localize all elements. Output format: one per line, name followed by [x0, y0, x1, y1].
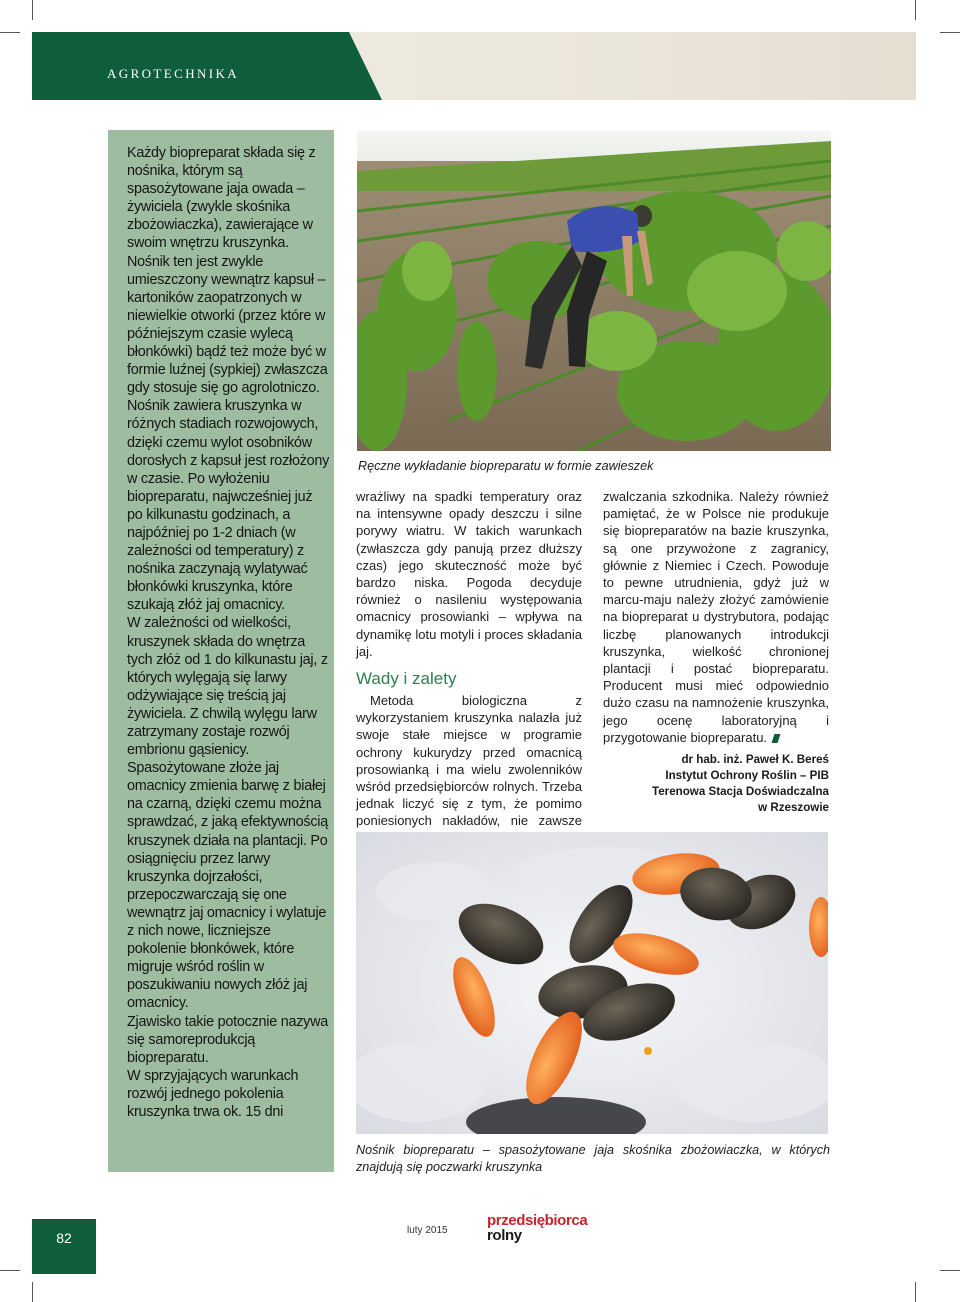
article-column-right — [603, 488, 829, 746]
author-station: Terenowa Stacja Doświadczalna — [652, 785, 829, 798]
article-column-middle — [356, 488, 582, 847]
issue-date: luty 2015 — [407, 1225, 448, 1236]
section-subheading: Wady i zalety — [356, 669, 457, 689]
page-number: 82 — [56, 1230, 72, 1246]
logo-word-bottom: rolny — [487, 1227, 522, 1244]
cornfield-photo — [357, 131, 831, 451]
photo-caption-top: Ręczne wykładanie biopreparatu w formie zawieszek — [358, 459, 654, 473]
crop-mark — [915, 0, 916, 20]
page-number-box — [32, 1219, 96, 1274]
crop-mark — [940, 32, 960, 33]
magazine-logo — [487, 1213, 587, 1243]
eggs-macro-photo — [356, 832, 828, 1134]
crop-mark — [0, 32, 20, 33]
sidebar-paragraph: Zjawisko takie potocznie nazywa się samoreprodukcją biopreparatu. — [127, 1013, 329, 1066]
sidebar-paragraph: W sprzyjających warunkach rozwój jednego pokolenia kruszynka trwa ok. 15 dni — [127, 1067, 299, 1120]
sidebar-paragraph: Każdy biopreparat składa się z nośnika, którym są spasożytowane jaja owada – żywiciela (zwykle skośnika zbożowiaczka), zawierające w swoim wnętrzu kruszynka. Nośnik ten jest zwykle umieszczony wewnątrz kapsuł – kartoników zaopatrzonych w niewielkie otworki (przez które w późniejszym czasie wylecą błonkówki) bądź też może być w formie luźnej (sypkiej) zwłaszcza gdy stosuje się go agrolotniczo. Nośnik zawiera kruszynka w różnych stadiach rozwojowych, dzięki czemu wylot osobników dorosłych z kapsuł jest rozłożony w czasie. Po wyłożeniu biopreparatu, najwcześniej już po kilkunastu godzinach, a najpóźniej po 1-2 dniach (w zależności od temperatury) z nośnika zaczynają wylatywać błonkówki kruszynka, które szukają złóż jaj omacnicy. — [127, 145, 330, 614]
body-paragraph: Metoda biologiczna z wykorzystaniem kruszynka nalazła już swoje stałe miejsce w programie ochrony kukurydzy przed omacnicą prosowianką i ma wielu zwolenników wśród przedsiębiorców rolnych. Trzeba jednak liczyć się z tym, że pomimo poniesionych nakładów, nie zawsze — [356, 693, 582, 829]
body-text: zwalczania szkodnika. Należy również pamiętać, że w Polsce nie produkuje się biopreparatów na bazie kruszynka, są one przywożone z zagranicy, głównie z Niemiec i Czech. Powoduje to pewne utrudnienia, gdyż już w marcu-maju należy złożyć zamówienie na biopreparat u dystrybutora, podając liczbę planowanych introdukcji kruszynka, wielkość chronionej plantacji i postać biopreparatu. Producent musi mieć odpowiednio dużo czasu na namnożenie kruszynka, jego ocenę laboratoryjną i przygotowanie biopreparatu. — [603, 489, 829, 745]
author-institute: Instytut Ochrony Roślin – PIB — [665, 769, 829, 782]
crop-mark — [915, 1282, 916, 1302]
sidebar-text — [127, 144, 330, 1121]
author-name: dr hab. inż. Paweł K. Bereś — [681, 753, 829, 766]
end-of-article-mark — [772, 734, 781, 743]
crop-mark — [940, 1270, 960, 1271]
sidebar-paragraph: W zależności od wielkości, kruszynek składa do wnętrza tych złóż od 1 do kilkunastu jaj, z których wylęgają się larwy odżywiające się treścią jaj żywiciela. Z chwilą wylęgu larw zatrzymany zostaje rozwój embrionu gąsienicy. Spasożytowane złoże jaj omacnicy zmienia barwę z białej na czarną, dzięki czemu można sprawdzać, z jaką efektywnością kruszynek działa na plantacji. Po osiągnięciu przez larwy kruszynka dojrzałości, przepoczwarczają się one wewnątrz jaj omacnicy i wylatuje z nich nowe, liczniejsze pokolenie błonkówek, które migruje wśród roślin w poszukiwaniu nowych złóż jaj omacnicy. — [127, 615, 329, 1012]
crop-mark — [0, 1270, 20, 1271]
section-label: AGROTECHNIKA — [107, 66, 240, 81]
author-signature — [652, 752, 829, 816]
crop-mark — [32, 0, 33, 20]
crop-mark — [32, 1282, 33, 1302]
body-paragraph: wrażliwy na spadki temperatury oraz na intensywne opady deszczu i silne porywy wiatru. W takich warunkach (zwłaszcza gdy panują przez dłuższy czas) jego skuteczność może być bardzo niska. Pogoda decyduje również o nasileniu występowania omacnicy prosowianki – wpływa na dynamikę lotu motyli i proces składania jaj. — [356, 489, 582, 659]
photo-caption-bottom: Nośnik biopreparatu – spasożytowane jaja skośnika zbożowiaczka, w których znajdują się poczwarki kruszynka — [356, 1143, 830, 1174]
body-paragraph — [603, 488, 829, 746]
author-city: w Rzeszowie — [758, 801, 829, 814]
logo-word-top: przedsiębiorca — [487, 1212, 588, 1229]
